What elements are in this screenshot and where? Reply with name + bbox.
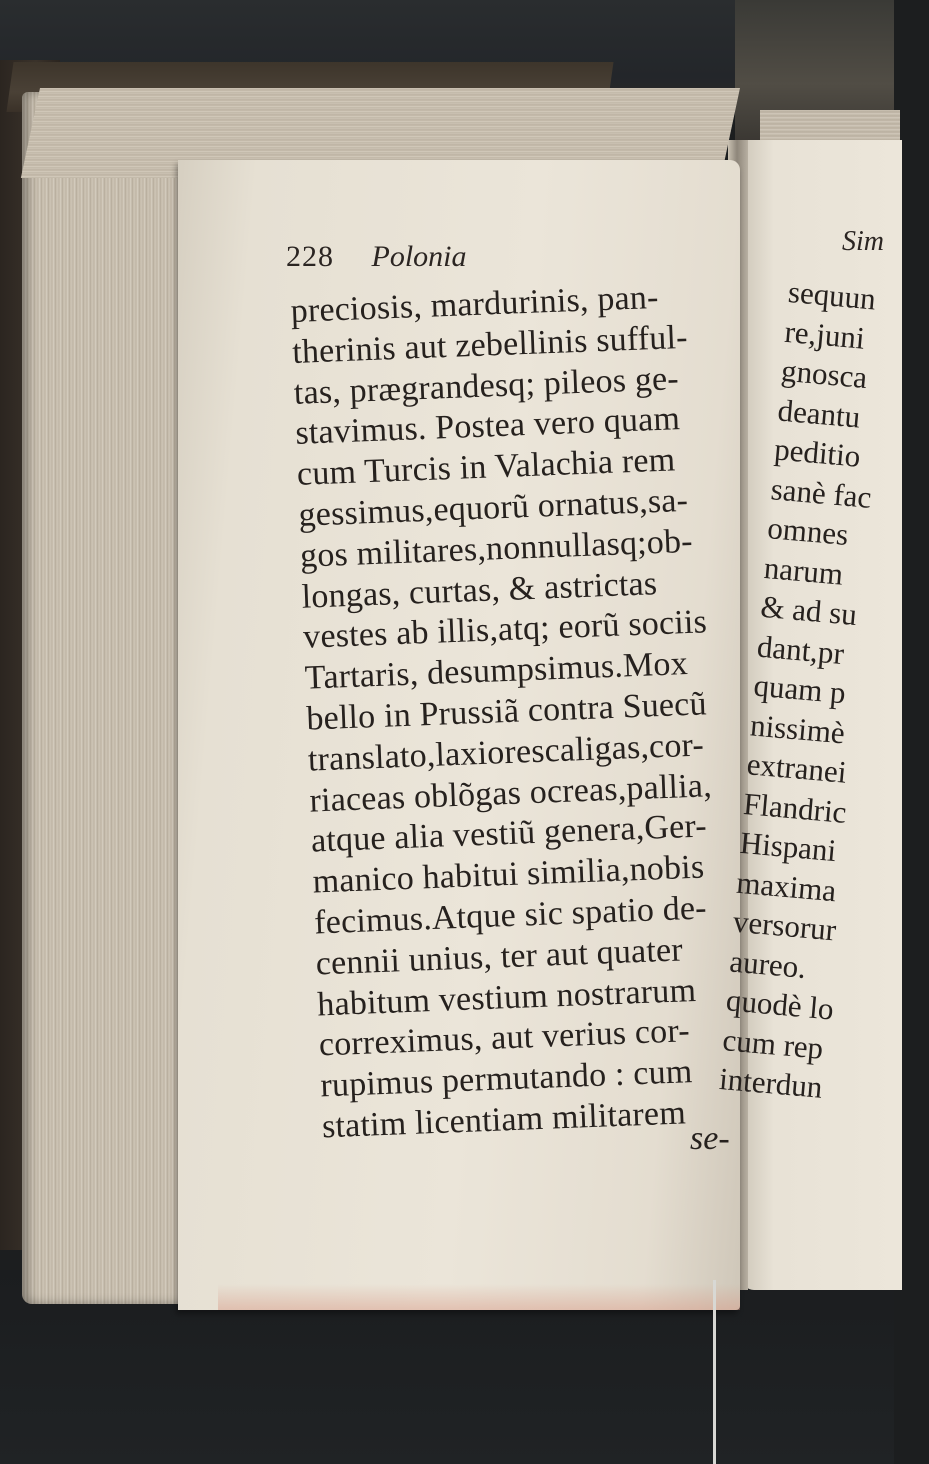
text-line: cum Turcis in Valachia rem <box>296 441 676 494</box>
text-line: Tartaris, desumpsimus.Mox <box>304 645 689 697</box>
text-line: gnosca <box>779 352 869 396</box>
text-line: Hispani <box>738 824 838 869</box>
bookmark-ribbon <box>713 1280 716 1464</box>
text-line: habitum vestium nostrarum <box>316 971 697 1024</box>
text-line: versorur <box>731 903 838 948</box>
text-line: aureo. <box>728 942 808 985</box>
text-line: cum rep <box>721 1021 825 1066</box>
text-line: fecimus.Atque sic spatio de- <box>313 889 708 942</box>
text-line: correximus, aut verius cor- <box>318 1012 691 1064</box>
text-line: longas, curtas, & astrictas <box>301 564 658 616</box>
text-line: sequun <box>786 273 878 317</box>
text-line: cennii unius, ter aut quater <box>315 931 684 983</box>
catchword: se- <box>690 1120 730 1157</box>
text-line: nissimè <box>748 706 847 750</box>
text-line: atque alia vestiũ genera,Ger- <box>310 807 708 860</box>
text-line: translato,laxiorescaligas,cor- <box>307 726 705 779</box>
text-line: manico habitui similia,nobis <box>311 848 705 901</box>
right-page-clip <box>717 140 894 1290</box>
text-line: deantu <box>776 392 862 435</box>
text-line: bello in Prussiã contra Suecũ <box>305 685 708 738</box>
text-line: statim licentiam militarem <box>321 1094 687 1146</box>
text-line: omnes <box>766 510 850 553</box>
text-line: therinis aut zebellinis sufful- <box>291 318 689 371</box>
text-line: vestes ab illis,atq; eorũ sociis <box>302 603 708 657</box>
left-page-text <box>290 275 773 1148</box>
text-line: sanè fac <box>769 470 873 515</box>
text-line: riaceas oblõgas ocreas,pallia, <box>308 766 713 820</box>
running-title: Polonia <box>371 240 467 273</box>
text-line: & ad su <box>759 588 859 633</box>
text-line: re,juni <box>783 313 867 356</box>
left-page-header <box>286 240 586 274</box>
text-line: dant,pr <box>755 628 846 671</box>
page-number: 228 <box>286 240 334 273</box>
text-line: tas, prægrandesq; pileos ge- <box>293 359 680 412</box>
text-line: narum <box>762 549 845 592</box>
text-line: gessimus,equorũ ornatus,sa- <box>297 481 689 534</box>
text-line: extranei <box>745 746 848 790</box>
text-line: gos militares,nonnullasq;ob- <box>299 522 694 575</box>
text-line: quodè lo <box>724 982 836 1027</box>
text-line: Flandric <box>742 785 848 830</box>
text-line: stavimus. Postea vero quam <box>294 400 681 453</box>
right-page-header: Sim <box>842 226 884 257</box>
text-line: maxima <box>735 864 838 908</box>
text-line: quam p <box>752 667 848 711</box>
text-line: rupimus permutando : cum <box>319 1053 694 1105</box>
text-line: preciosis, mardurinis, pan- <box>290 278 660 330</box>
text-line: peditio <box>773 431 862 474</box>
text-line: interdun <box>717 1060 824 1105</box>
